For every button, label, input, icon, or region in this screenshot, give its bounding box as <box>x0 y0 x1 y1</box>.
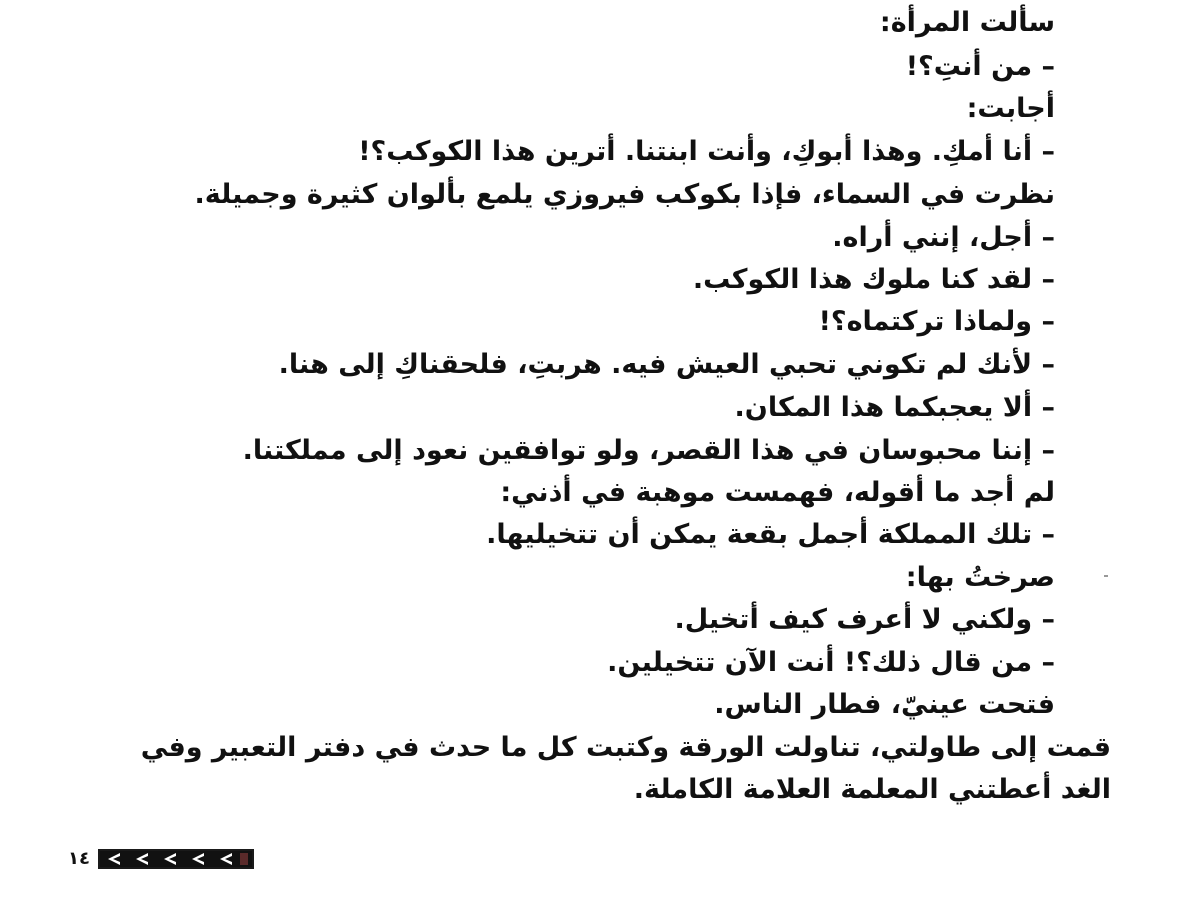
story-line: – ولماذا تركتماه؟! <box>818 306 1055 337</box>
story-line: لم أجد ما أقوله، فهمست موهبة في أذني: <box>500 477 1055 508</box>
story-line: صرختُ بها: <box>905 562 1055 593</box>
story-line: سألت المرأة: <box>879 7 1055 38</box>
page-footer <box>68 844 254 874</box>
story-line: – لقد كنا ملوك هذا الكوكب. <box>692 264 1055 295</box>
speck <box>1104 575 1108 577</box>
arrow-band-ornament-icon <box>98 849 254 869</box>
story-line: – لأنك لم تكوني تحبي العيش فيه. هربتِ، فلحقناكِ إلى هنا. <box>278 349 1055 380</box>
story-line: – من أنتِ؟! <box>905 51 1055 82</box>
story-line: – أجل، إنني أراه. <box>832 222 1055 253</box>
story-line: – أنا أمكِ. وهذا أبوكِ، وأنت ابنتنا. أترين هذا الكوكب؟! <box>358 136 1055 167</box>
story-line: – ألا يعجبكما هذا المكان. <box>734 392 1055 423</box>
story-line: أجابت: <box>966 93 1055 124</box>
page-number: ١٤ <box>68 848 90 869</box>
story-line: – إننا محبوسان في هذا القصر، ولو توافقين نعود إلى مملكتنا. <box>242 435 1055 466</box>
story-line: – ولكني لا أعرف كيف أتخيل. <box>674 604 1055 635</box>
story-line: قمت إلى طاولتي، تناولت الورقة وكتبت كل ما حدث في دفتر التعبير وفي <box>140 732 1111 763</box>
story-line: فتحت عينيّ، فطار الناس. <box>714 689 1055 720</box>
story-line: – تلك المملكة أجمل بقعة يمكن أن تتخيليها. <box>486 519 1055 550</box>
story-line: – من قال ذلك؟! أنت الآن تتخيلين. <box>607 647 1055 678</box>
story-line: نظرت في السماء، فإذا بكوكب فيروزي يلمع بألوان كثيرة وجميلة. <box>194 179 1055 210</box>
story-line: الغد أعطتني المعلمة العلامة الكاملة. <box>633 774 1111 805</box>
